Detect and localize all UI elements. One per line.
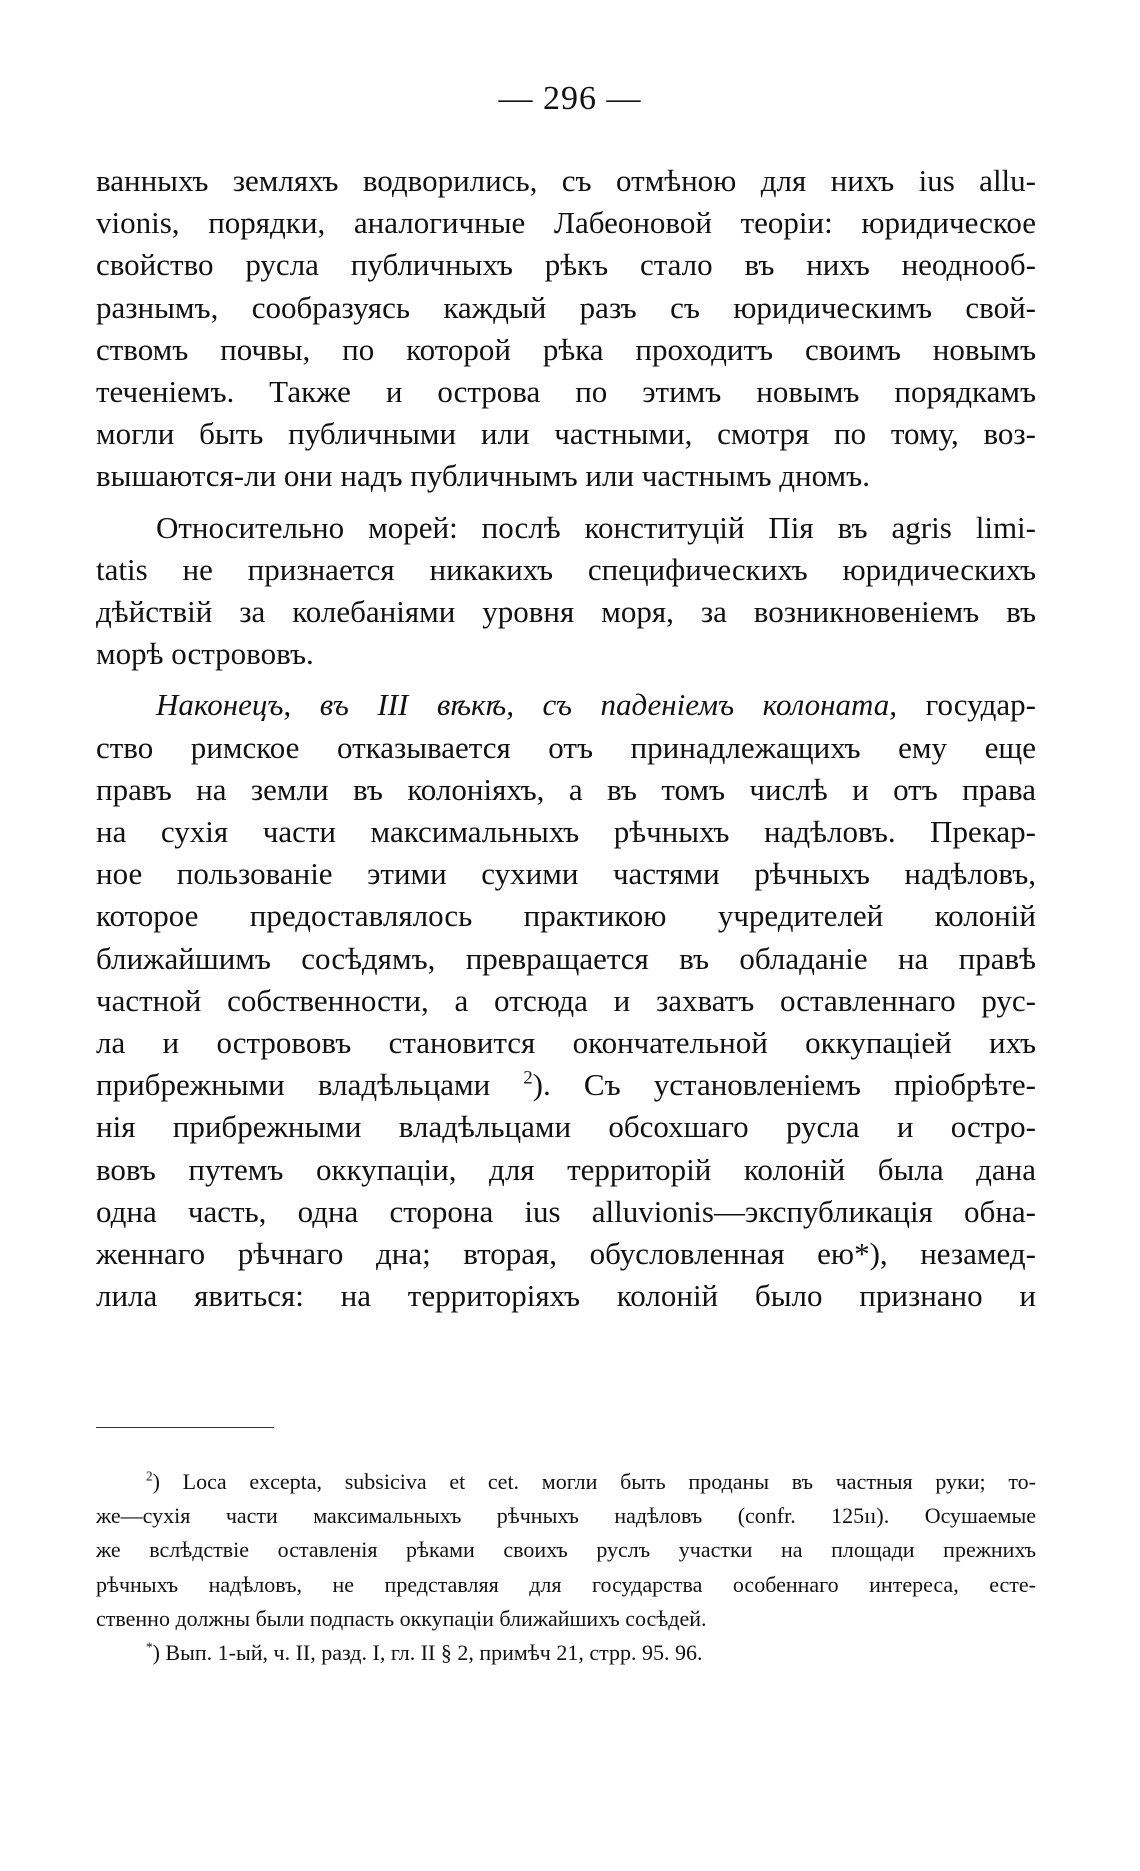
text-line: ванныхъ земляхъ водворились, съ отмѣною для нихъ ius allu- (96, 163, 1036, 198)
footnote-2 (96, 1465, 1036, 1636)
text-line: теченіемъ. Также и острова по этимъ новымъ порядкамъ (96, 374, 1036, 410)
footnote-line: же вслѣдствіе оставленія рѣками своихъ руслъ участки на площади прежнихъ (96, 1537, 1036, 1563)
footnote-line: рѣчныхъ надѣловъ, не представляя для государства особеннаго интереса, есте- (96, 1571, 1036, 1597)
footnotes (96, 1465, 1036, 1670)
text-line: разнымъ, сообразуясь каждый разъ съ юридическимъ свой- (96, 289, 1036, 325)
main-text (96, 160, 1036, 1317)
italic-lead: Наконецъ, въ III вѣкѣ, съ паденіемъ колоната, (156, 687, 897, 723)
paragraph-3 (96, 684, 1036, 1317)
text-line: которое предоставлялось практикою учредителей колоній (96, 898, 1036, 934)
text-line: частной собственности, а отсюда и захватъ оставленнаго рус- (96, 982, 1036, 1018)
text-line: ное пользованіе этими сухими частями рѣчныхъ надѣловъ, (96, 856, 1036, 892)
footnote-mark: 2 (146, 1468, 153, 1484)
text-line: дѣйствій за колебаніями уровня моря, за возникновеніемъ въ (96, 594, 1036, 630)
footnote-asterisk (96, 1636, 1036, 1670)
text-line: tatis не признается никакихъ специфическихъ юридическихъ (96, 551, 1036, 587)
text-line: морѣ острововъ. (96, 636, 314, 672)
footnote-mark: * (146, 1639, 153, 1655)
text-line: ближайшимъ сосѣдямъ, превращается въ обладаніе на правѣ (96, 940, 1036, 976)
text-line: vionis, порядки, аналогичные Лабеоновой теоріи: юридическое (96, 205, 1036, 241)
paragraph-2 (96, 507, 1036, 676)
footnote-divider (96, 1427, 274, 1428)
text-line (96, 684, 1036, 726)
footnote-line: ственно должны были подпасть оккупаціи ближайшихъ сосѣдей. (96, 1605, 707, 1631)
text-line (96, 1064, 1036, 1106)
footnote-line (96, 1465, 1036, 1499)
footnote-text: ) Loca excepta, subsiciva et cet. могли быть проданы въ частныя руки; то- (152, 1469, 1036, 1494)
footnote-line: же—сухія части максимальныхъ рѣчныхъ надѣловъ (confr. 125ıı). Осушаемые (96, 1503, 1036, 1529)
text-line: ла и острововъ становится окончательной оккупацiей ихъ (96, 1025, 1036, 1061)
text-line: ствомъ почвы, по которой рѣка проходитъ своимъ новымъ (96, 331, 1036, 367)
footnote-text: ) Вып. 1-ый, ч. II, разд. I, гл. II § 2, примѣч 21, стрр. 95. 96. (152, 1640, 703, 1666)
text-line: правъ на земли въ колоніяхъ, а въ томъ числѣ и отъ права (96, 771, 1036, 807)
text-line: вовъ путемъ оккупаціи, для территорій колоній была дана (96, 1151, 1036, 1187)
paragraph-1 (96, 160, 1036, 498)
text-line: нія прибрежными владѣльцами обсохшаго русла и остро- (96, 1109, 1036, 1145)
text-line: свойство русла публичныхъ рѣкъ стало въ нихъ неоднооб- (96, 247, 1036, 283)
text-line: одна часть, одна сторона ius alluvionis—экспубликація обна- (96, 1193, 1036, 1229)
line-rest: государ- (897, 687, 1036, 723)
text-line: вышаются-ли они надъ публичнымъ или частнымъ дномъ. (96, 458, 870, 494)
text-line: ство римское отказывается отъ принадлежащихъ ему еще (96, 729, 1036, 765)
text-line: женнаго рѣчнаго дна; вторая, обусловленная ею*), незамед- (96, 1236, 1036, 1272)
footnote-reference[interactable]: 2 (523, 1067, 533, 1089)
text-line: лила явиться: на территоріяхъ колоній было признано и (96, 1278, 1036, 1314)
line-part: прибрежными владѣльцами (96, 1067, 524, 1103)
text-line: Относительно морей: послѣ конституцій Пія въ agris limi- (156, 509, 1036, 545)
text-line: могли быть публичными или частными, смотря по тому, воз- (96, 416, 1036, 452)
footnote-line (96, 1636, 1036, 1670)
line-part: ). Съ установленіемъ пріобрѣте- (532, 1067, 1036, 1103)
page-number: — 296 — (498, 80, 642, 117)
text-line: на сухія части максимальныхъ рѣчныхъ надѣловъ. Прекар- (96, 814, 1036, 850)
